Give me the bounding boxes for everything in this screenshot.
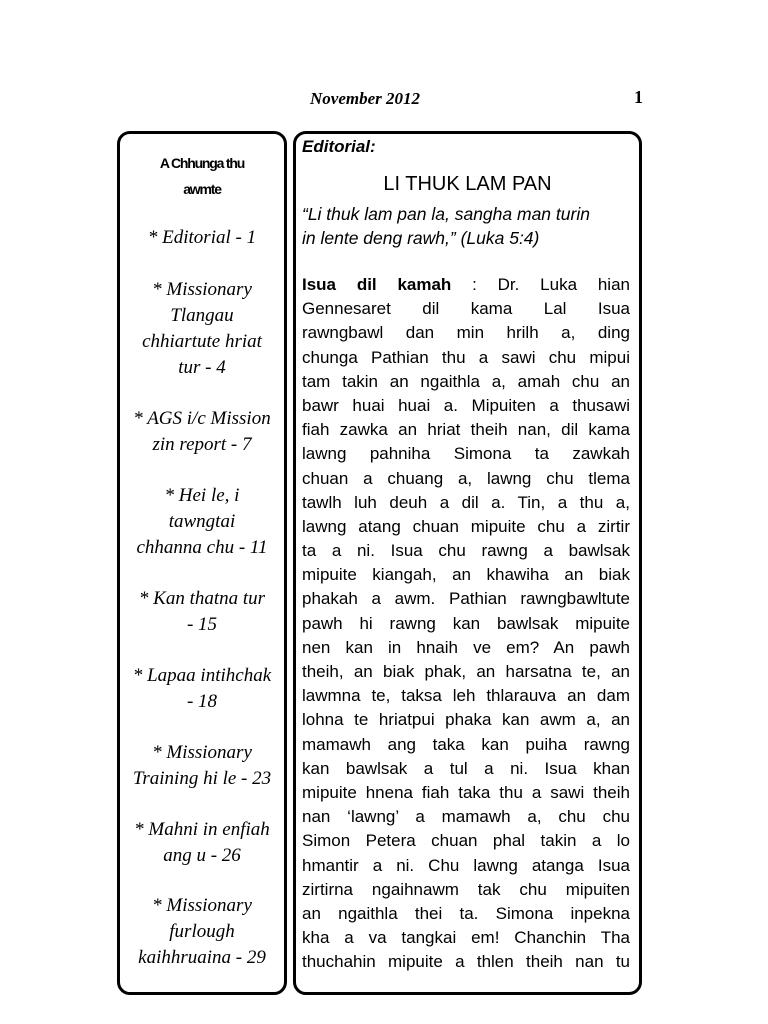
toc-item (120, 740, 284, 792)
editorial-body (302, 273, 630, 974)
body-line: nen kan in hnaih ve em? An pawh (302, 637, 630, 657)
toc-item-line: chhiartute hriat (142, 331, 262, 352)
body-line: hmantir a ni. Chu lawng atanga Isua (302, 855, 630, 875)
toc-title (120, 150, 284, 202)
toc-item (120, 586, 284, 638)
body-line: lawng pahniha Simona ta zawkah (302, 444, 630, 464)
body-line (302, 273, 630, 297)
body-line: zirtirna ngaihnawm tak chu mipuiten (302, 879, 630, 899)
scripture-verse (302, 202, 632, 250)
toc-item-line: * Hei le, i (164, 485, 240, 506)
toc-item (120, 277, 284, 381)
body-line: mipuite hnena fiah taka thu a sawi theih (302, 782, 630, 802)
body-line: mipuite kiangah, an khawiha an biak (302, 565, 630, 585)
toc-item-line: * Missionary (152, 279, 252, 300)
toc-item-line: furlough (169, 921, 235, 942)
body-line: bawr huai huai a. Mipuiten a thusawi (302, 395, 630, 415)
body-line: tawlh luh deuh a dil a. Tin, a thu a, (302, 492, 630, 512)
body-line: mamawh ang taka kan puiha rawng (302, 734, 630, 754)
body-line: rawngbawl dan min hrilh a, ding (302, 323, 630, 343)
body-line: chunga Pathian thu a sawi chu mipui (302, 347, 630, 367)
body-line: tam takin an ngaithla a, amah chu an (302, 371, 630, 391)
body-line: nan ‘lawng’ a mamawh a, chu chu (302, 807, 630, 827)
toc-item-line: Training hi le - 23 (132, 768, 272, 789)
toc-item-line: * Mahni in enfiah (134, 819, 270, 840)
verse-line: “Li thuk lam pan la, sangha man turin (302, 204, 590, 224)
toc-item (120, 893, 284, 971)
body-line: an ngaithla thei ta. Simona inpekna (302, 903, 630, 923)
toc-item-line: tawngtai (168, 511, 236, 532)
body-line: kha a va tangkai em! Chanchin Tha (302, 928, 630, 948)
body-line: pawh hi rawng kan bawlsak mipuite (302, 613, 630, 633)
body-line: theih, an biak phak, an harsatna te, an (302, 662, 630, 681)
toc-item-line: * AGS i/c Mission (133, 408, 271, 429)
body-line: lohna te hriatpui phaka kan awm a, an (302, 710, 630, 730)
body-line-text: : Dr. Luka hian (451, 275, 630, 294)
toc-item-line: * Editorial - 1 (147, 227, 257, 248)
toc-item-line: zin report - 7 (152, 434, 252, 455)
toc-item (120, 663, 284, 715)
toc-item-line: - 18 (186, 691, 218, 712)
toc-item-line: tur - 4 (178, 357, 226, 378)
toc-item (120, 483, 284, 561)
toc-item-line: * Lapaa intihchak (132, 665, 272, 686)
body-line: chuan a chuang a, lawng chu tlema (302, 468, 630, 488)
body-line: ta a ni. Isua chu rawng a bawlsak (302, 541, 630, 561)
table-of-contents (117, 131, 287, 995)
toc-title-line: A Chhunga thu (159, 155, 245, 171)
toc-item-line: * Kan thatna tur (138, 588, 266, 609)
body-line: Simon Petera chuan phal takin a lo (302, 831, 630, 851)
header-date: November 2012 (310, 89, 421, 108)
toc-item-line: Tlangau (170, 305, 234, 326)
body-line: kan bawlsak a tul a ni. Isua khan (302, 758, 630, 778)
toc-item-line: chhanna chu - 11 (136, 537, 268, 558)
editorial-title: LI THUK LAM PAN (383, 173, 552, 195)
body-line: fiah zawka an hriat theih nan, dil kama (302, 420, 630, 440)
toc-item (120, 817, 284, 869)
editorial-label: Editorial: (302, 137, 376, 156)
body-line: thuchahin mipuite a thlen theih nan tu (302, 952, 630, 972)
toc-item-line: kaihhruaina - 29 (138, 947, 266, 968)
toc-title-line: awmte (183, 181, 221, 197)
body-line: phakah a awm. Pathian rawngbawltute (302, 589, 630, 609)
body-line: lawng atang chuan mipuite chu a zirtir (302, 516, 630, 536)
verse-line: in lente deng rawh,” (Luka 5:4) (302, 228, 540, 248)
toc-item-line: ang u - 26 (163, 845, 241, 866)
toc-item-line: * Missionary (152, 742, 252, 763)
lead-heading: Isua dil kamah (302, 275, 452, 294)
body-line: Gennesaret dil kama Lal Isua (302, 299, 630, 319)
page-number: 1 (634, 87, 643, 107)
toc-item-line: - 15 (186, 614, 218, 635)
toc-item (120, 406, 284, 458)
toc-item (120, 225, 284, 251)
body-line: lawmna te, taksa leh thlarauva an dam (302, 686, 630, 706)
toc-item-line: * Missionary (152, 895, 252, 916)
